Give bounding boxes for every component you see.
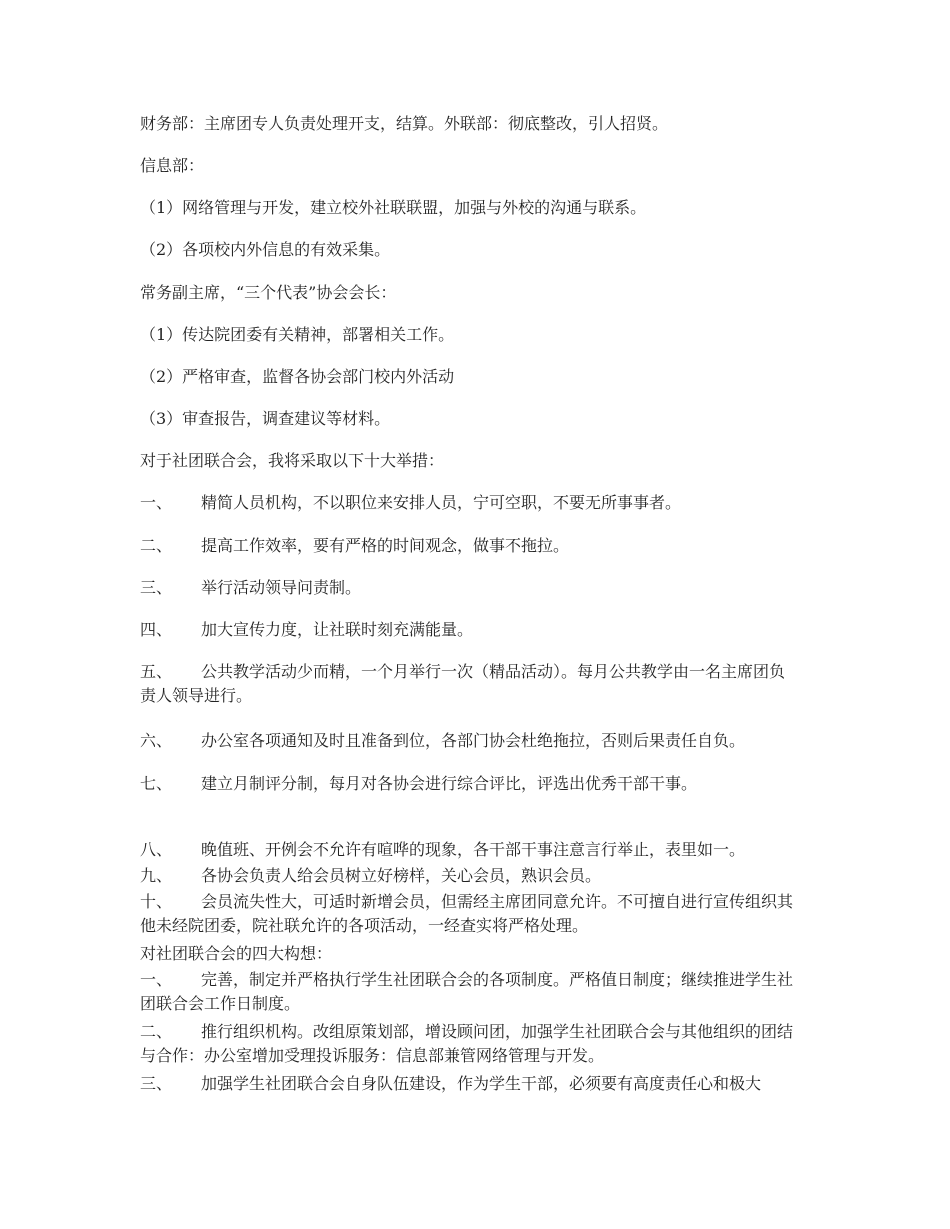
paragraph-vice-chair: 常务副主席，“三个代表”协会会长： — [140, 283, 397, 302]
idea-item-3 — [140, 1072, 800, 1096]
measure-item-6 — [140, 729, 800, 753]
paragraph-four-ideas-intro: 对社团联合会的四大构想： — [140, 944, 333, 963]
measure-text: 晚值班、开例会不允许有喧哗的现象，各干部干事注意言行举止，表里如一。 — [201, 840, 746, 859]
idea-number: 三、 — [140, 1074, 173, 1093]
idea-item-1 — [140, 968, 800, 1016]
idea-item-2 — [140, 1020, 800, 1068]
measure-number: 七、 — [140, 774, 173, 793]
measure-text: 建立月制评分制，每月对各协会进行综合评比，评选出优秀干部干事。 — [201, 774, 698, 793]
measure-number: 九、 — [140, 866, 173, 885]
idea-text: 加强学生社团联合会自身队伍建设，作为学生干部，必须要有高度责任心和极大 — [201, 1074, 762, 1093]
idea-text: 推行组织机构。改组原策划部，增设顾问团，加强学生社团联合会与其他组织的团结与合作：办公室增加受理投诉服务：信息部兼管网络管理与开发。 — [140, 1022, 794, 1065]
idea-number: 二、 — [140, 1022, 173, 1041]
paragraph-info-item-1: （1）网络管理与开发，建立校外社联联盟，加强与外校的沟通与联系。 — [140, 198, 647, 217]
paragraph-measures-intro: 对于社团联合会，我将采取以下十大举措： — [140, 451, 445, 470]
measure-item-1 — [140, 491, 800, 515]
measure-item-10 — [140, 890, 800, 938]
paragraph-vice-item-3: （3）审查报告，调查建议等材料。 — [140, 409, 391, 428]
measure-text: 会员流失性大，可适时新增会员，但需经主席团同意允许。不可擅自进行宣传组织其他未经院团委，院社联允许的各项活动，一经查实将严格处理。 — [140, 892, 794, 935]
measure-item-2 — [140, 534, 800, 558]
measure-text: 加大宣传力度，让社联时刻充满能量。 — [201, 620, 474, 639]
measure-number: 四、 — [140, 620, 173, 639]
paragraph-vice-item-2: （2）严格审查，监督各协会部门校内外活动 — [140, 367, 455, 386]
idea-text: 完善，制定并严格执行学生社团联合会的各项制度。严格值日制度；继续推进学生社团联合会工作日制度。 — [140, 970, 794, 1013]
measure-item-8 — [140, 838, 800, 862]
measure-text: 精简人员机构，不以职位来安排人员，宁可空职，不要无所事事者。 — [201, 493, 682, 512]
measure-item-5 — [140, 660, 800, 708]
paragraph-finance-outreach: 财务部：主席团专人负责处理开支，结算。外联部：彻底整改，引人招贤。 — [140, 114, 669, 133]
measure-item-3 — [140, 576, 800, 600]
idea-number: 一、 — [140, 970, 173, 989]
measure-text: 举行活动领导问责制。 — [201, 578, 362, 597]
paragraph-vice-item-1: （1）传达院团委有关精神，部署相关工作。 — [140, 325, 455, 344]
measure-text: 办公室各项通知及时且准备到位，各部门协会杜绝拖拉，否则后果责任自负。 — [201, 731, 746, 750]
measure-item-4 — [140, 618, 800, 642]
measure-text: 提高工作效率，要有严格的时间观念，做事不拖拉。 — [201, 536, 570, 555]
measure-number: 十、 — [140, 892, 173, 911]
measure-number: 六、 — [140, 731, 173, 750]
measure-item-9 — [140, 864, 800, 888]
measure-number: 五、 — [140, 662, 173, 681]
measure-number: 一、 — [140, 493, 173, 512]
measure-text: 各协会负责人给会员树立好榜样，关心会员，熟识会员。 — [201, 866, 602, 885]
measure-item-7 — [140, 772, 800, 796]
measure-number: 八、 — [140, 840, 173, 859]
paragraph-info-item-2: （2）各项校内外信息的有效采集。 — [140, 240, 391, 259]
measure-text: 公共教学活动少而精，一个月举行一次（精品活动）。每月公共教学由一名主席团负责人领导进行。 — [140, 662, 786, 705]
measure-number: 三、 — [140, 578, 173, 597]
paragraph-info-dept: 信息部： — [140, 156, 205, 175]
measure-number: 二、 — [140, 536, 173, 555]
